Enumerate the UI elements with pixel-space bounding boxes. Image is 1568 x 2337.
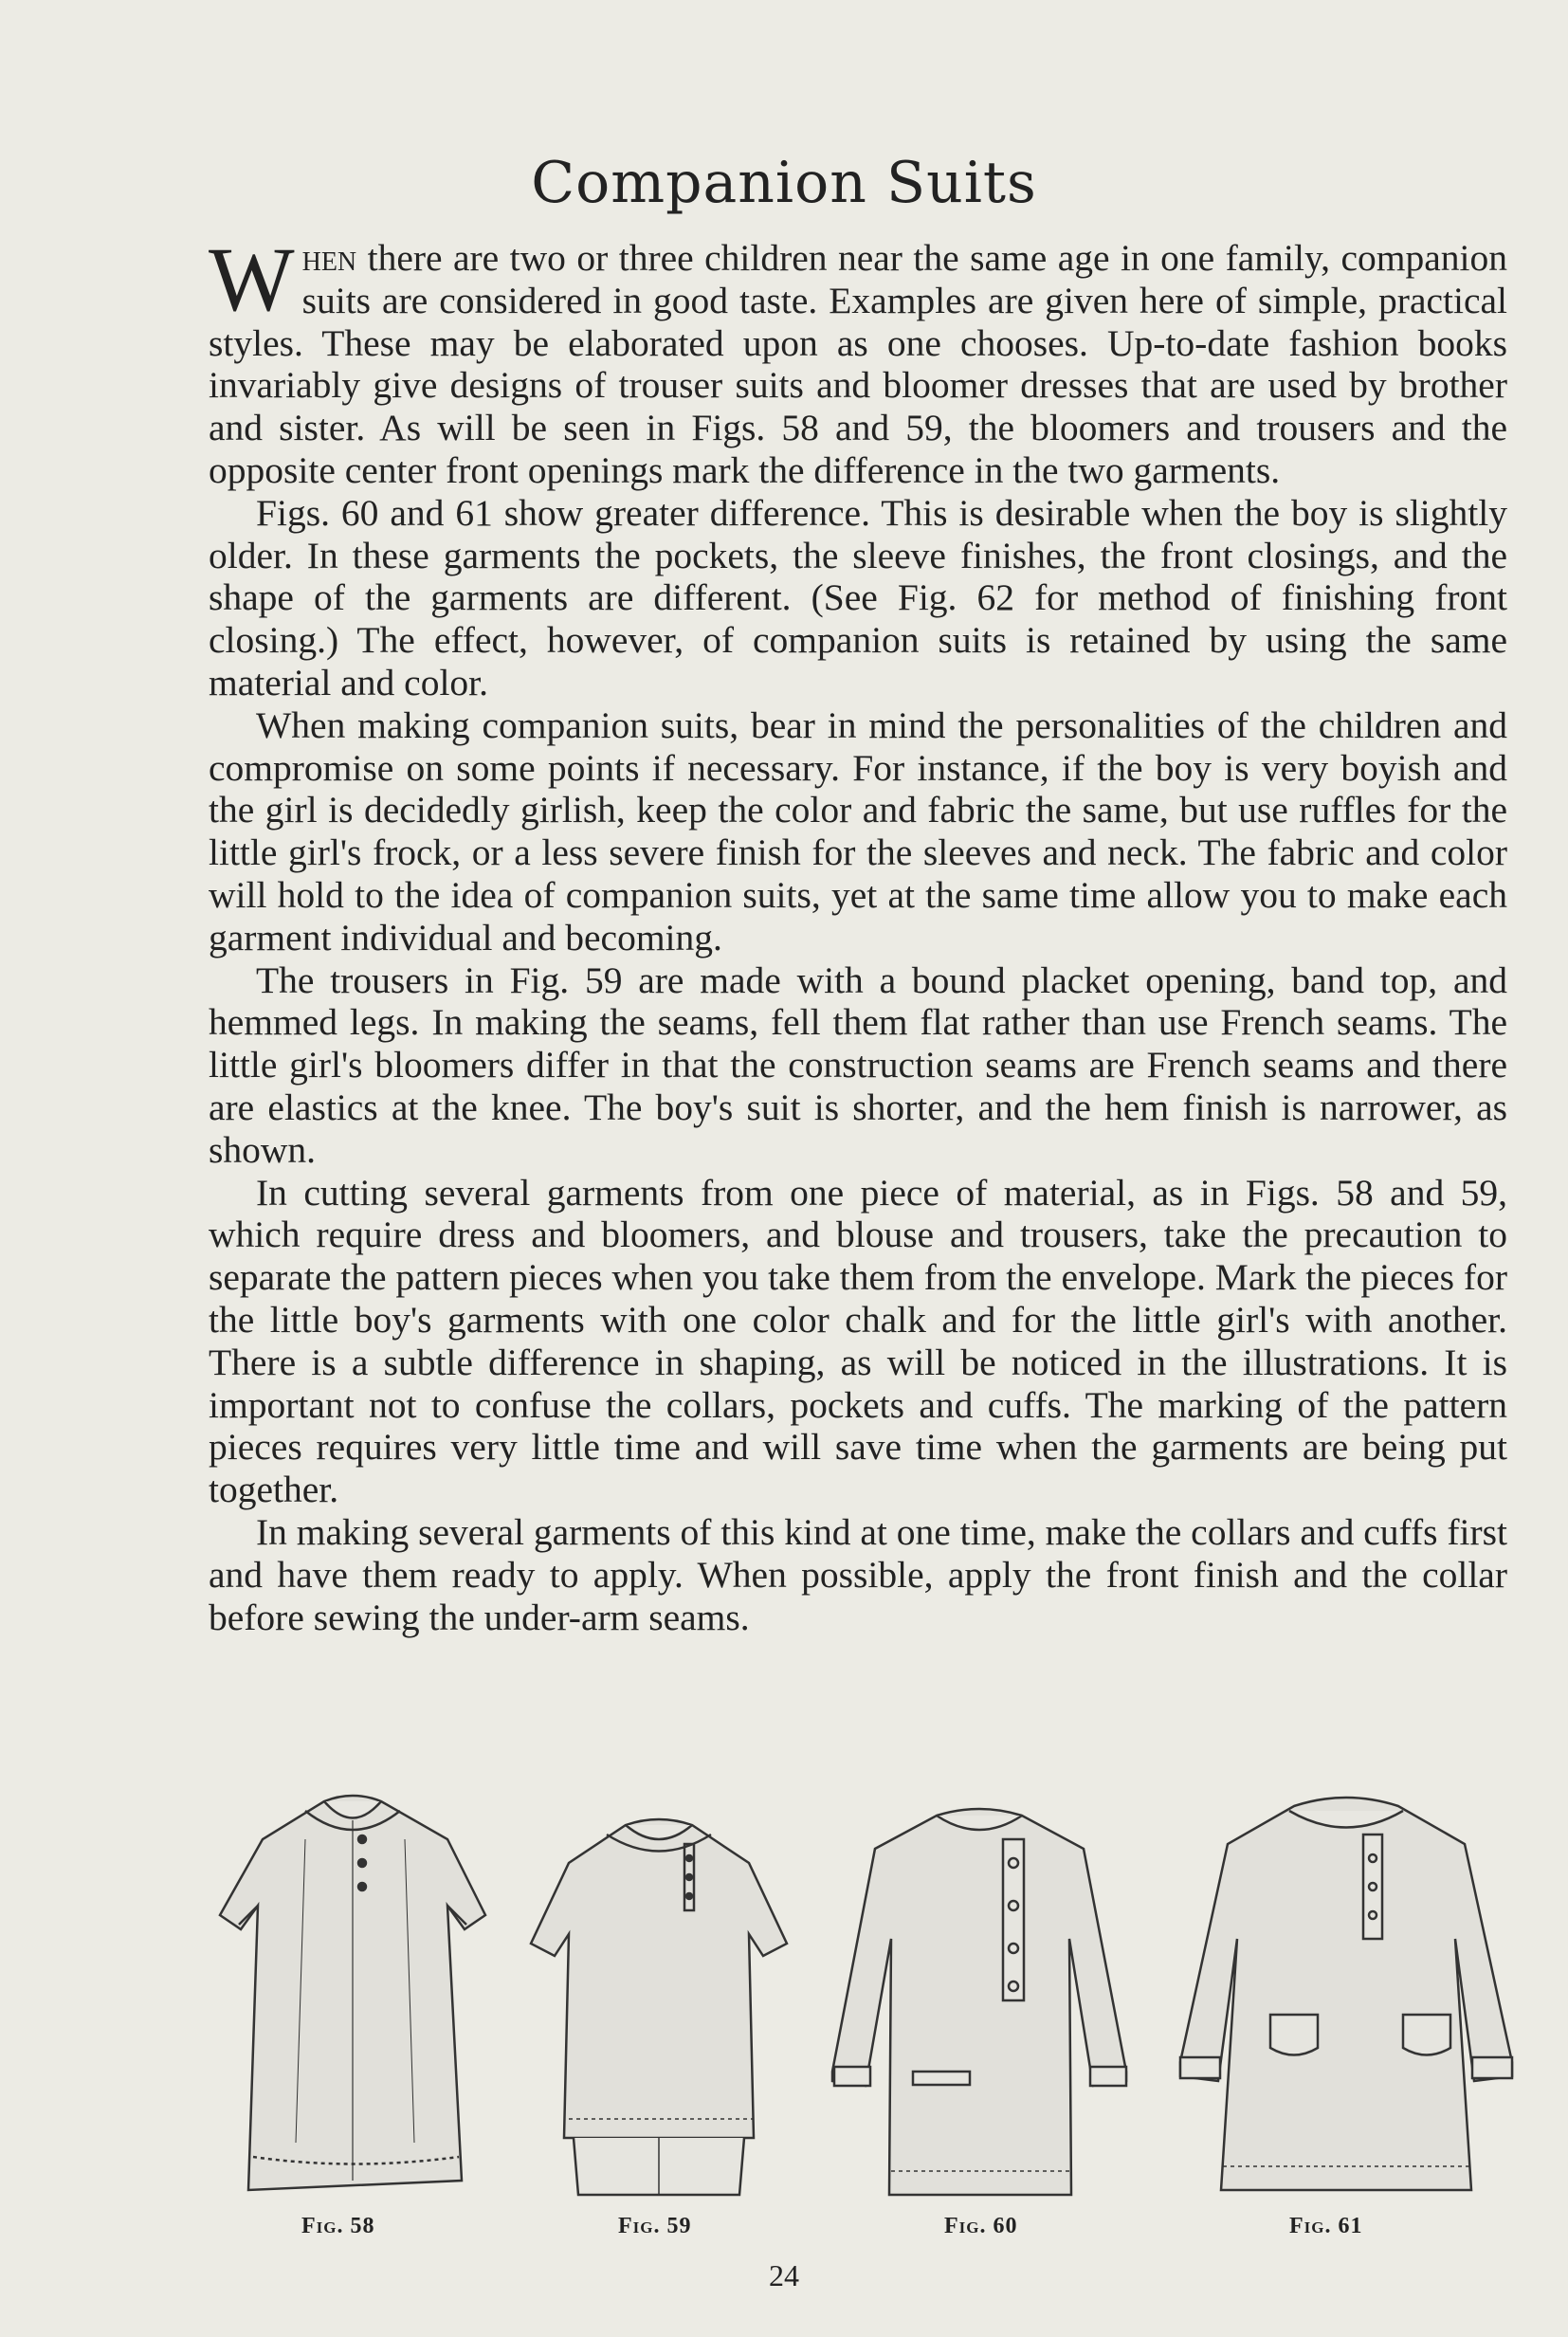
paragraph-2: Figs. 60 and 61 show greater difference. This is desirable when the boy is slightly older. In these garments the pockets, the sleeve finishes, the front closings, and the shape of the garments are different. (See Fig. 62 for method of finishing front closing.) The effect, however, of companion suits is retained by using the same material and color. (209, 491, 1507, 703)
fig-59-caption: Fig. 59 (618, 2214, 692, 2238)
fig-58-caption: Fig. 58 (301, 2214, 375, 2238)
fig-61-caption: Fig. 61 (1289, 2214, 1363, 2238)
small-caps-lead: hen (301, 237, 357, 279)
girl-dress-illustration (210, 1782, 495, 2200)
fig-60-caption: Fig. 60 (944, 2214, 1018, 2238)
boy-blouse-illustration (823, 1797, 1136, 2204)
page-title: Companion Suits (531, 150, 1037, 216)
paragraph-4: The trousers in Fig. 59 are made with a bound placket opening, band top, and hemmed legs. In making the seams, fell them flat rather than use French seams. The little girl's bloomers differ in that the construction seams are French seams and there are elastics at the knee. The boy's suit is shorter, and the hem finish is narrower, as shown. (209, 959, 1507, 1171)
paragraph-5: In cutting several garments from one piece of material, as in Figs. 58 and 59, which require dress and bloomers, and blouse and trousers, take the precaution to separate the pattern pieces when you take them from the envelope. Mark the pieces for the little boy's garments with one color chalk and for the little girl's with another. There is a subtle difference in shaping, as will be noticed in the illustrations. It is important not to confuse the collars, pockets and cuffs. The marking of the pattern pieces requires very little time and will save time when the garments are being put together. (209, 1171, 1507, 1511)
body-text (209, 228, 1507, 1638)
paragraph-6: In making several garments of this kind at one time, make the collars and cuffs first and have them ready to apply. When possible, apply the front finish and the collar before sewing the under-arm seams. (209, 1510, 1507, 1638)
drop-cap: W (209, 228, 295, 330)
paragraph-3: When making companion suits, bear in mind the personalities of the children and compromise on some points if necessary. For instance, if the boy is very boyish and the girl is decidedly girlish, keep the color and fabric the same, but use ruffles for the little girl's frock, or a less severe finish for the sleeves and neck. The fabric and color will hold to the idea of companion suits, yet at the same time allow you to make each garment individual and becoming. (209, 703, 1507, 959)
paragraph-1-text: there are two or three children near the same age in one family, companion suits are considered in good taste. Examples are given here of simple, practical styles. These may be elaborated upon as one chooses. Up-to-date fashion books invariably give designs of trouser suits and bloomer dresses that are used by brother and sister. As will be seen in Figs. 58 and 59, the bloomers and trousers and the opposite center front openings mark the difference in the two garments. (209, 237, 1507, 491)
paragraph-1 (209, 228, 1507, 492)
boy-suit-illustration (521, 1806, 796, 2204)
page-number: 24 (769, 2258, 799, 2292)
girl-smock-illustration (1176, 1787, 1517, 2204)
